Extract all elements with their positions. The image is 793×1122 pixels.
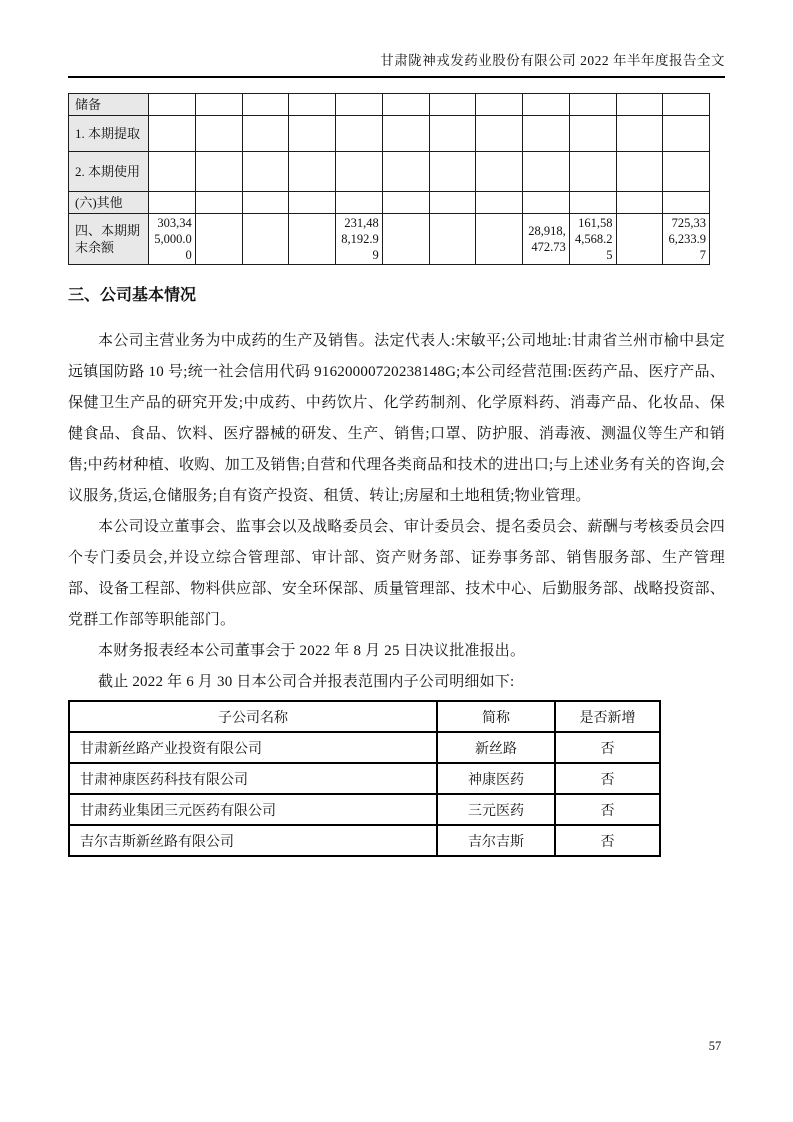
page-number: 57: [708, 1039, 722, 1053]
equity-value-cell: [149, 116, 196, 152]
equity-row-label: 1. 本期提取: [69, 116, 149, 152]
column-header-is-new: 是否新增: [555, 701, 660, 732]
equity-value-cell: [429, 192, 476, 214]
equity-value-cell: 303,345,000.00: [149, 214, 196, 265]
subsidiary-name-cell: 甘肃药业集团三元医药有限公司: [69, 794, 437, 825]
equity-value-cell: [242, 116, 289, 152]
equity-value-cell: [289, 152, 336, 192]
equity-value-cell: [523, 192, 570, 214]
equity-value-cell: [336, 116, 383, 152]
equity-value-cell: [616, 152, 663, 192]
equity-table-row: [69, 192, 710, 214]
equity-value-cell: 161,584,568.25: [569, 214, 616, 265]
subsidiary-table-row: [69, 732, 660, 763]
equity-value-cell: [429, 94, 476, 116]
equity-value-cell: [523, 94, 570, 116]
equity-value-cell: [476, 94, 523, 116]
equity-value-cell: [523, 116, 570, 152]
subsidiary-short-name-cell: 吉尔吉斯: [437, 825, 555, 856]
subsidiary-table-row: [69, 825, 660, 856]
equity-value-cell: [476, 116, 523, 152]
equity-value-cell: [476, 214, 523, 265]
equity-row-label: (六)其他: [69, 192, 149, 214]
equity-value-cell: [616, 116, 663, 152]
equity-value-cell: [382, 214, 429, 265]
equity-value-cell: [289, 192, 336, 214]
header-title: 甘肃陇神戎发药业股份有限公司 2022 年半年度报告全文: [380, 53, 725, 68]
equity-value-cell: [289, 94, 336, 116]
equity-value-cell: [149, 192, 196, 214]
equity-value-cell: [569, 152, 616, 192]
subsidiary-table-row: [69, 794, 660, 825]
equity-table-row: [69, 94, 710, 116]
equity-value-cell: [476, 152, 523, 192]
equity-value-cell: [663, 192, 710, 214]
equity-value-cell: [289, 214, 336, 265]
equity-value-cell: [382, 116, 429, 152]
subsidiary-table: [68, 700, 661, 857]
section-heading: 三、公司基本情况: [68, 287, 197, 304]
column-header-subsidiary-name: 子公司名称: [69, 701, 437, 732]
equity-value-cell: 28,918,472.73: [523, 214, 570, 265]
equity-value-cell: [289, 116, 336, 152]
equity-value-cell: [242, 94, 289, 116]
equity-value-cell: [242, 214, 289, 265]
equity-value-cell: [195, 116, 242, 152]
subsidiary-name-cell: 吉尔吉斯新丝路有限公司: [69, 825, 437, 856]
subsidiary-table-row: [69, 763, 660, 794]
equity-value-cell: [616, 214, 663, 265]
equity-row-label: 四、本期期末余额: [69, 214, 149, 265]
subsidiary-is-new-cell: 否: [555, 763, 660, 794]
page-header: [68, 0, 725, 78]
equity-value-cell: [569, 94, 616, 116]
subsidiary-table-header-row: [69, 701, 660, 732]
equity-value-cell: [336, 94, 383, 116]
equity-value-cell: [429, 116, 476, 152]
equity-row-label: 储备: [69, 94, 149, 116]
equity-table-row: [69, 152, 710, 192]
equity-value-cell: [616, 94, 663, 116]
equity-value-cell: [616, 192, 663, 214]
equity-table-row: [69, 116, 710, 152]
equity-value-cell: [569, 192, 616, 214]
equity-value-cell: [336, 152, 383, 192]
paragraph-subsidiaries-intro: 截止 2022 年 6 月 30 日本公司合并报表范围内子公司明细如下:: [98, 674, 515, 690]
equity-table: [68, 93, 710, 265]
equity-row-label: 2. 本期使用: [69, 152, 149, 192]
equity-value-cell: [195, 94, 242, 116]
equity-table-row: [69, 214, 710, 265]
equity-value-cell: [195, 152, 242, 192]
paragraph-org-structure: 本公司设立董事会、监事会以及战略委员会、审计委员会、提名委员会、薪酬与考核委员会四个专门委员会,并设立综合管理部、审计部、资产财务部、证券事务部、销售服务部、生产管理部、设备工程部、物料供应部、安全环保部、质量管理部、技术中心、后勤服务部、战略投资部、党群工作部等职能部门。: [68, 519, 725, 628]
equity-value-cell: 725,336,233.97: [663, 214, 710, 265]
equity-value-cell: [429, 214, 476, 265]
subsidiary-short-name-cell: 神康医药: [437, 763, 555, 794]
equity-value-cell: [195, 192, 242, 214]
equity-value-cell: [382, 192, 429, 214]
equity-value-cell: [569, 116, 616, 152]
equity-value-cell: [429, 152, 476, 192]
subsidiary-is-new-cell: 否: [555, 825, 660, 856]
equity-value-cell: [382, 94, 429, 116]
subsidiary-name-cell: 甘肃神康医药科技有限公司: [69, 763, 437, 794]
equity-value-cell: [149, 94, 196, 116]
equity-value-cell: [242, 192, 289, 214]
equity-value-cell: [382, 152, 429, 192]
equity-value-cell: [242, 152, 289, 192]
equity-value-cell: [663, 116, 710, 152]
equity-value-cell: [663, 94, 710, 116]
equity-value-cell: 231,488,192.99: [336, 214, 383, 265]
equity-value-cell: [336, 192, 383, 214]
equity-value-cell: [523, 152, 570, 192]
equity-value-cell: [195, 214, 242, 265]
equity-value-cell: [149, 152, 196, 192]
subsidiary-name-cell: 甘肃新丝路产业投资有限公司: [69, 732, 437, 763]
subsidiary-short-name-cell: 新丝路: [437, 732, 555, 763]
page-content: [68, 0, 725, 857]
subsidiary-is-new-cell: 否: [555, 732, 660, 763]
subsidiary-short-name-cell: 三元医药: [437, 794, 555, 825]
column-header-short-name: 简称: [437, 701, 555, 732]
paragraph-report-approval: 本财务报表经本公司董事会于 2022 年 8 月 25 日决议批准报出。: [98, 643, 526, 659]
equity-value-cell: [663, 152, 710, 192]
equity-value-cell: [476, 192, 523, 214]
paragraph-business-scope: 本公司主营业务为中成药的生产及销售。法定代表人:宋敏平;公司地址:甘肃省兰州市榆中县定远镇国防路 10 号;统一社会信用代码 91620000720238148G;本公司经营范围:医药产品、医疗产品、保健卫生产品的研究开发;中成药、中药饮片、化学药制剂、化学原料药、消毒产品、化妆品、保健食品、食品、饮料、医疗器械的研发、生产、销售;口罩、防护服、消毒液、测温仪等生产和销售;中药材种植、收购、加工及销售;自营和代理各类商品和技术的进出口;与上述业务有关的咨询,会议服务,货运,仓储服务;自有资产投资、租赁、转让;房屋和土地租赁;物业管理。: [68, 333, 725, 504]
subsidiary-is-new-cell: 否: [555, 794, 660, 825]
